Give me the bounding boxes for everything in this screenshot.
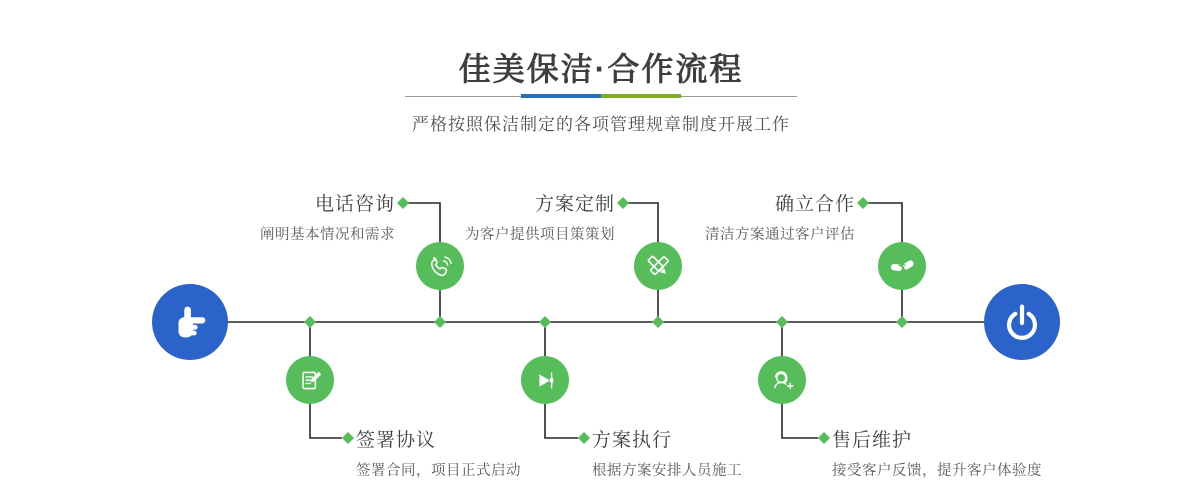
step-desc: 清洁方案通过客户评估 — [705, 227, 855, 243]
step-text-after-sales — [832, 425, 1042, 480]
step-node-sign-agreement — [286, 356, 334, 404]
pointing-hand-icon — [167, 299, 213, 345]
handshake-icon — [887, 251, 918, 282]
step-text-phone-consult — [260, 189, 395, 244]
page-title: 佳美保洁·合作流程 — [458, 51, 744, 87]
step-desc: 根据方案安排人员施工 — [592, 463, 742, 479]
step-desc: 签署合同，项目正式启动 — [356, 463, 521, 479]
step-title: 售后维护 — [832, 430, 913, 451]
customer-service-icon — [767, 365, 798, 396]
step-desc: 为客户提供项目策策划 — [465, 227, 615, 243]
step-text-plan-execute — [592, 425, 742, 480]
end-node — [984, 284, 1060, 360]
page-subtitle: 严格按照保洁制定的各项管理规章制度开展工作 — [412, 115, 790, 134]
contract-pen-icon — [295, 365, 326, 396]
step-text-plan-custom — [465, 189, 615, 244]
step-node-after-sales — [758, 356, 806, 404]
pencil-ruler-icon — [643, 251, 674, 282]
start-node — [152, 284, 228, 360]
step-text-sign-agreement — [356, 425, 521, 480]
step-title: 电话咨询 — [314, 194, 395, 215]
step-title: 确立合作 — [774, 194, 855, 215]
step-node-establish-coop — [878, 242, 926, 290]
step-node-plan-custom — [634, 242, 682, 290]
power-icon — [999, 299, 1045, 345]
step-node-phone-consult — [416, 242, 464, 290]
step-node-plan-execute — [521, 356, 569, 404]
step-title: 方案定制 — [534, 194, 615, 215]
phone-icon — [425, 251, 456, 282]
step-text-establish-coop — [705, 189, 855, 244]
step-desc: 阐明基本情况和需求 — [260, 227, 395, 243]
play-slider-icon — [530, 365, 561, 396]
step-title: 签署协议 — [356, 430, 437, 451]
step-desc: 接受客户反馈，提升客户体验度 — [832, 463, 1042, 479]
step-title: 方案执行 — [592, 430, 673, 451]
